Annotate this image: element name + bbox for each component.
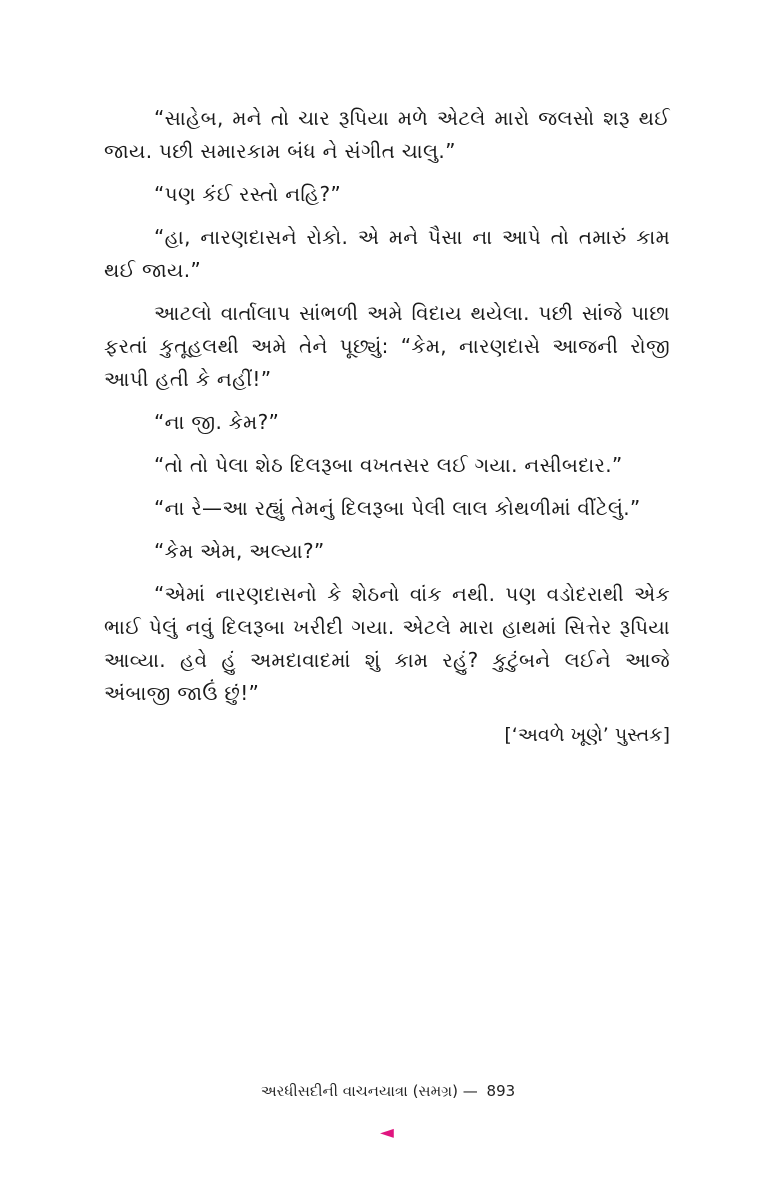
paragraph-1: “સાહેબ, મને તો ચાર રૂપિયા મળે એટલે મારો જલસો શરૂ થઈ જાય. પછી સમારકામ બંધ ને સંગીત ચાલુ.” <box>104 106 670 163</box>
paragraph-6: “તો તો પેલા શેઠ દિલરૂબા વખતસર લઈ ગયા. નસીબદાર.” <box>154 453 623 477</box>
page-number: 893 <box>486 1082 516 1100</box>
previous-page-arrow-icon[interactable]: ◄ <box>380 1122 394 1143</box>
page-body <box>104 102 670 750</box>
paragraph-8: “કેમ એમ, અલ્યા?” <box>154 539 325 563</box>
paragraph-3: “હા, નારણદાસને રોકો. એ મને પૈસા ના આપે તો તમારું કામ થઈ જાય.” <box>104 225 670 282</box>
paragraph-5: “ના જી. કેમ?” <box>154 410 280 434</box>
paragraph-4: આટલો વાર્તાલાપ સાંભળી અમે વિદાય થયેલા. પછી સાંજે પાછા ફરતાં કુતૂહલથી અમે તેને પૂછ્યું: “કેમ, નારણદાસે આજની રોજી આપી હતી કે નહીં!” <box>104 301 670 391</box>
page-footer <box>0 1080 776 1102</box>
paragraph-9: “એમાં નારણદાસનો કે શેઠનો વાંક નથી. પણ વડોદરાથી એક ભાઈ પેલું નવું દિલરૂબા ખરીદી ગયા. એટલે મારા હાથમાં સિત્તેર રૂપિયા આવ્યા. હવે હું અમદાવાદમાં શું કામ રહું? કુટુંબને લઈને આજે અંબાજી જાઉં છું!” <box>104 582 670 705</box>
paragraph-2: “પણ કંઈ રસ્તો નહિ?” <box>154 182 342 206</box>
source-citation: [‘અવળે ખૂણે’ પુસ્તક] <box>504 724 670 746</box>
paragraph-7: “ના રે—આ રહ્યું તેમનું દિલરૂબા પેલી લાલ કોથળીમાં વીંટેલું.” <box>154 496 641 520</box>
footer-book-title: અરધીસદીની વાચનયાત્રા (સમગ્ર) — <box>260 1082 478 1100</box>
